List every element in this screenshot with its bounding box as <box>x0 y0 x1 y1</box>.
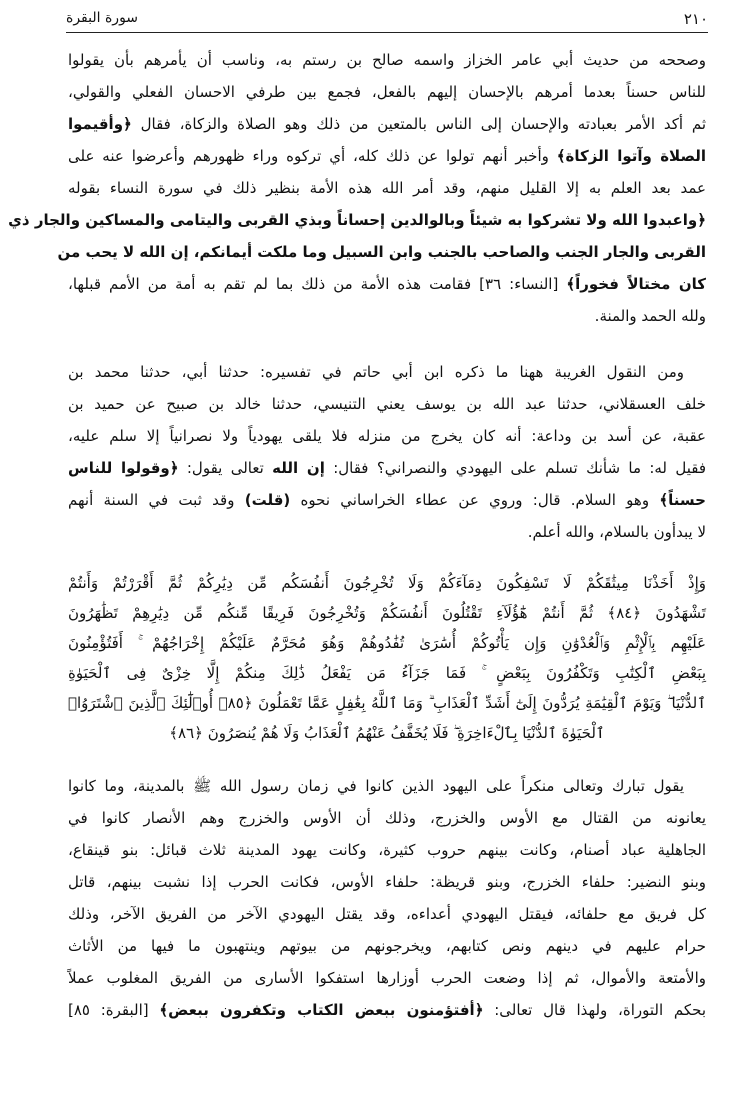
text-segment: خلف العسقلاني، حدثنا عبد الله بن يوسف يعني التنيسي، حدثنا خالد بن صبيح عن حميد بن <box>68 395 706 413</box>
surah-title: سورة البقرة <box>66 10 139 26</box>
text-line <box>68 108 706 140</box>
text-segment: عَلَيْهِم بِٱلْإِثْمِ وَٱلْعُدْوَٰنِ وَإِن يَأْتُوكُمْ أُسَٰرَىٰ تُفَٰدُوهُمْ وَهُوَ مُحَرَّمٌ عَلَيْكُمْ إِخْرَاجُهُمْ ۚ أَفَتُؤْمِنُونَ <box>68 634 706 652</box>
bold-quote-segment: القربى والجار الجنب والصاحب بالجنب وابن السبيل وما ملكت أيمانكم، إن الله لا يحب من <box>57 243 706 261</box>
text-line <box>68 770 706 802</box>
page-number: ٢١٠ <box>683 10 708 28</box>
text-line <box>57 236 706 268</box>
bold-quote-segment: ﴿أفتؤمنون ببعض الكتاب وتكفرون ببعض﴾ <box>159 1001 484 1019</box>
bold-quote-segment: ﴿واعبدوا الله ولا تشركوا به شيئاً وبالوالدين إحساناً وبذي القربى واليتامى والمساكين والجار ذي <box>8 211 706 229</box>
text-segment: وبنو النضير: حلفاء الخزرج، وبنو قريظة: حلفاء الأوس، فكانت الحرب إذا نشبت بينهم، قاتل <box>68 873 706 891</box>
text-line <box>68 658 706 688</box>
text-line <box>68 898 706 930</box>
bold-quote-segment: ﴿وأقيموا <box>68 115 132 133</box>
text-line <box>8 204 706 236</box>
text-segment: فقيل له: ما شأنك تسلم على اليهودي والنصراني؟ فقال: <box>324 459 706 477</box>
text-segment: ٱلدُّنْيَا ۖ وَيَوْمَ ٱلْقِيَٰمَةِ يُرَدُّونَ إِلَىٰٓ أَشَدِّ ٱلْعَذَابِ ۗ وَمَا ٱللَّهُ بِغَٰفِلٍ عَمَّا تَعْمَلُونَ ﴿٨٥﴾ أُو۟لَٰٓئِكَ ٱلَّذِينَ ٱشْتَرَوُا۟ <box>68 694 706 712</box>
text-segment: ومن النقول الغريبة ههنا ما ذكره ابن أبي حاتم في تفسيره: حدثنا أبي، حدثنا محمد بن <box>68 363 684 381</box>
text-line <box>68 140 706 172</box>
text-line <box>68 628 706 658</box>
bold-quote-segment: ﴿وقولوا للناس <box>68 459 179 477</box>
paragraph-commentary-3 <box>68 770 706 1026</box>
text-segment: وقد ثبت في السنة أنهم <box>68 491 245 509</box>
text-line <box>68 516 706 548</box>
text-line <box>68 300 706 332</box>
text-line <box>68 388 706 420</box>
text-line <box>68 484 706 516</box>
text-segment: يعانونه من القتال مع الأوس والخزرج، وذلك أن الأوس والخزرج وهم الأنصار كانوا في <box>68 809 706 827</box>
paragraph-commentary-1 <box>8 44 707 332</box>
text-line <box>68 930 706 962</box>
text-line <box>68 268 706 300</box>
text-segment: عقبة، عن أسد بن وداعة: أنه كان يخرج من منزله فلا يلقى يهودياً ولا نصرانياً إلا سلم عليه، <box>68 427 706 445</box>
text-line <box>68 866 706 898</box>
text-line <box>68 994 706 1026</box>
text-line <box>68 962 706 994</box>
text-segment: بحكم التوراة، ولهذا قال تعالى: <box>483 1001 706 1019</box>
text-line <box>68 568 706 598</box>
text-line <box>68 834 706 866</box>
text-segment: بِبَعْضِ ٱلْكِتَٰبِ وَتَكْفُرُونَ بِبَعْضٍ ۚ فَمَا جَزَآءُ مَن يَفْعَلُ ذَٰلِكَ مِنكُمْ إِلَّا خِزْىٌ فِى ٱلْحَيَوٰةِ <box>68 664 706 682</box>
quran-verses-84-86 <box>68 568 706 748</box>
text-line <box>68 420 706 452</box>
text-segment: لا يبدأون بالسلام، والله أعلم. <box>527 523 706 541</box>
bold-quote-segment: حسناً﴾ <box>659 491 706 509</box>
bold-quote-segment: (قلت) <box>244 491 291 509</box>
text-line <box>68 172 706 204</box>
page-header <box>66 8 708 32</box>
text-segment: كل فريق مع حلفائه، فيقتل اليهودي أعداءه، وقد يقتل اليهودي الآخر من الفريق الآخر، وذلك <box>68 905 706 923</box>
text-segment: وأخبر أنهم تولوا عن ذلك كله، أي تركوه وراء ظهورهم وأعرضوا عنه على <box>68 147 557 165</box>
text-line <box>68 76 706 108</box>
text-line <box>68 356 706 388</box>
bold-quote-segment: كان مختالاً فخوراً﴾ <box>566 275 706 293</box>
text-segment: للناس حسناً بعدما أمرهم بالإحسان إليهم بالفعل، فجمع بين طرفي الاحسان الفعلي والقولي، <box>68 83 706 101</box>
text-line <box>68 718 706 748</box>
text-segment: وهو السلام. قال: وروي عن عطاء الخراساني نحوه <box>290 491 660 509</box>
paragraph-commentary-2 <box>68 356 706 548</box>
text-segment: تَشْهَدُونَ ﴿٨٤﴾ ثُمَّ أَنتُمْ هَٰٓؤُلَآءِ تَقْتُلُونَ أَنفُسَكُمْ وَتُخْرِجُونَ فَرِيقًا مِّنكُم مِّن دِيَٰرِهِمْ تَظَٰهَرُونَ <box>68 604 706 622</box>
text-segment: يقول تبارك وتعالى منكراً على اليهود الذين كانوا في زمان رسول الله ﷺ بالمدينة، وما كانوا <box>68 777 684 795</box>
text-line <box>68 44 706 76</box>
text-line <box>68 802 706 834</box>
text-line <box>68 598 706 628</box>
text-segment: تعالى يقول: <box>178 459 273 477</box>
text-segment: وصححه من حديث أبي عامر الخزاز واسمه صالح بن رستم به، وناسب أن يأمرهم بأن يقولوا <box>68 51 706 69</box>
text-segment: [النساء: ٣٦] فقامت هذه الأمة من ذلك بما لم تقم به أمة من الأمم قبلها، <box>68 275 567 293</box>
text-segment: وَإِذْ أَخَذْنَا مِيثَٰقَكُمْ لَا تَسْفِكُونَ دِمَآءَكُمْ وَلَا تُخْرِجُونَ أَنفُسَكُم مِّن دِيَٰرِكُمْ ثُمَّ أَقْرَرْتُمْ وَأَنتُمْ <box>68 574 706 592</box>
header-rule <box>66 32 708 33</box>
text-segment: والأمتعة والأموال، ثم إذا وضعت الحرب أوزارها استفكوا الأسارى من الفريق المغلوب عملاً <box>68 969 706 987</box>
bold-quote-segment: إن الله <box>272 459 325 477</box>
text-segment: ٱلْحَيَوٰةَ ٱلدُّنْيَا بِٱلْءَاخِرَةِ ۖ فَلَا يُخَفَّفُ عَنْهُمُ ٱلْعَذَابُ وَلَا هُمْ يُنصَرُونَ ﴿٨٦﴾ <box>169 724 605 742</box>
text-segment: ولله الحمد والمنة. <box>594 307 706 325</box>
text-line <box>68 688 706 718</box>
text-segment: الجاهلية عباد أصنام، وكانت بينهم حروب كثيرة، وكانت يهود المدينة ثلاث قبائل: بنو قينقاع، <box>68 841 706 859</box>
text-line <box>68 452 706 484</box>
text-segment: حرام عليهم في دينهم ونص كتابهم، ويخرجونهم من بيوتهم وينتهبون ما فيها من الأثاث <box>68 937 706 955</box>
text-segment: عمد بعد العلم به إلا القليل منهم، وقد أمر الله هذه الأمة بنظير ذلك في سورة النساء بقوله <box>68 179 706 197</box>
text-segment: ثم أكد الأمر بعبادته والإحسان إلى الناس بالمتعين من ذلك وهو الصلاة والزكاة، فقال <box>131 115 706 133</box>
text-segment: [البقرة: ٨٥] <box>68 1001 160 1019</box>
bold-quote-segment: الصلاة وآتوا الزكاة﴾ <box>556 147 707 165</box>
